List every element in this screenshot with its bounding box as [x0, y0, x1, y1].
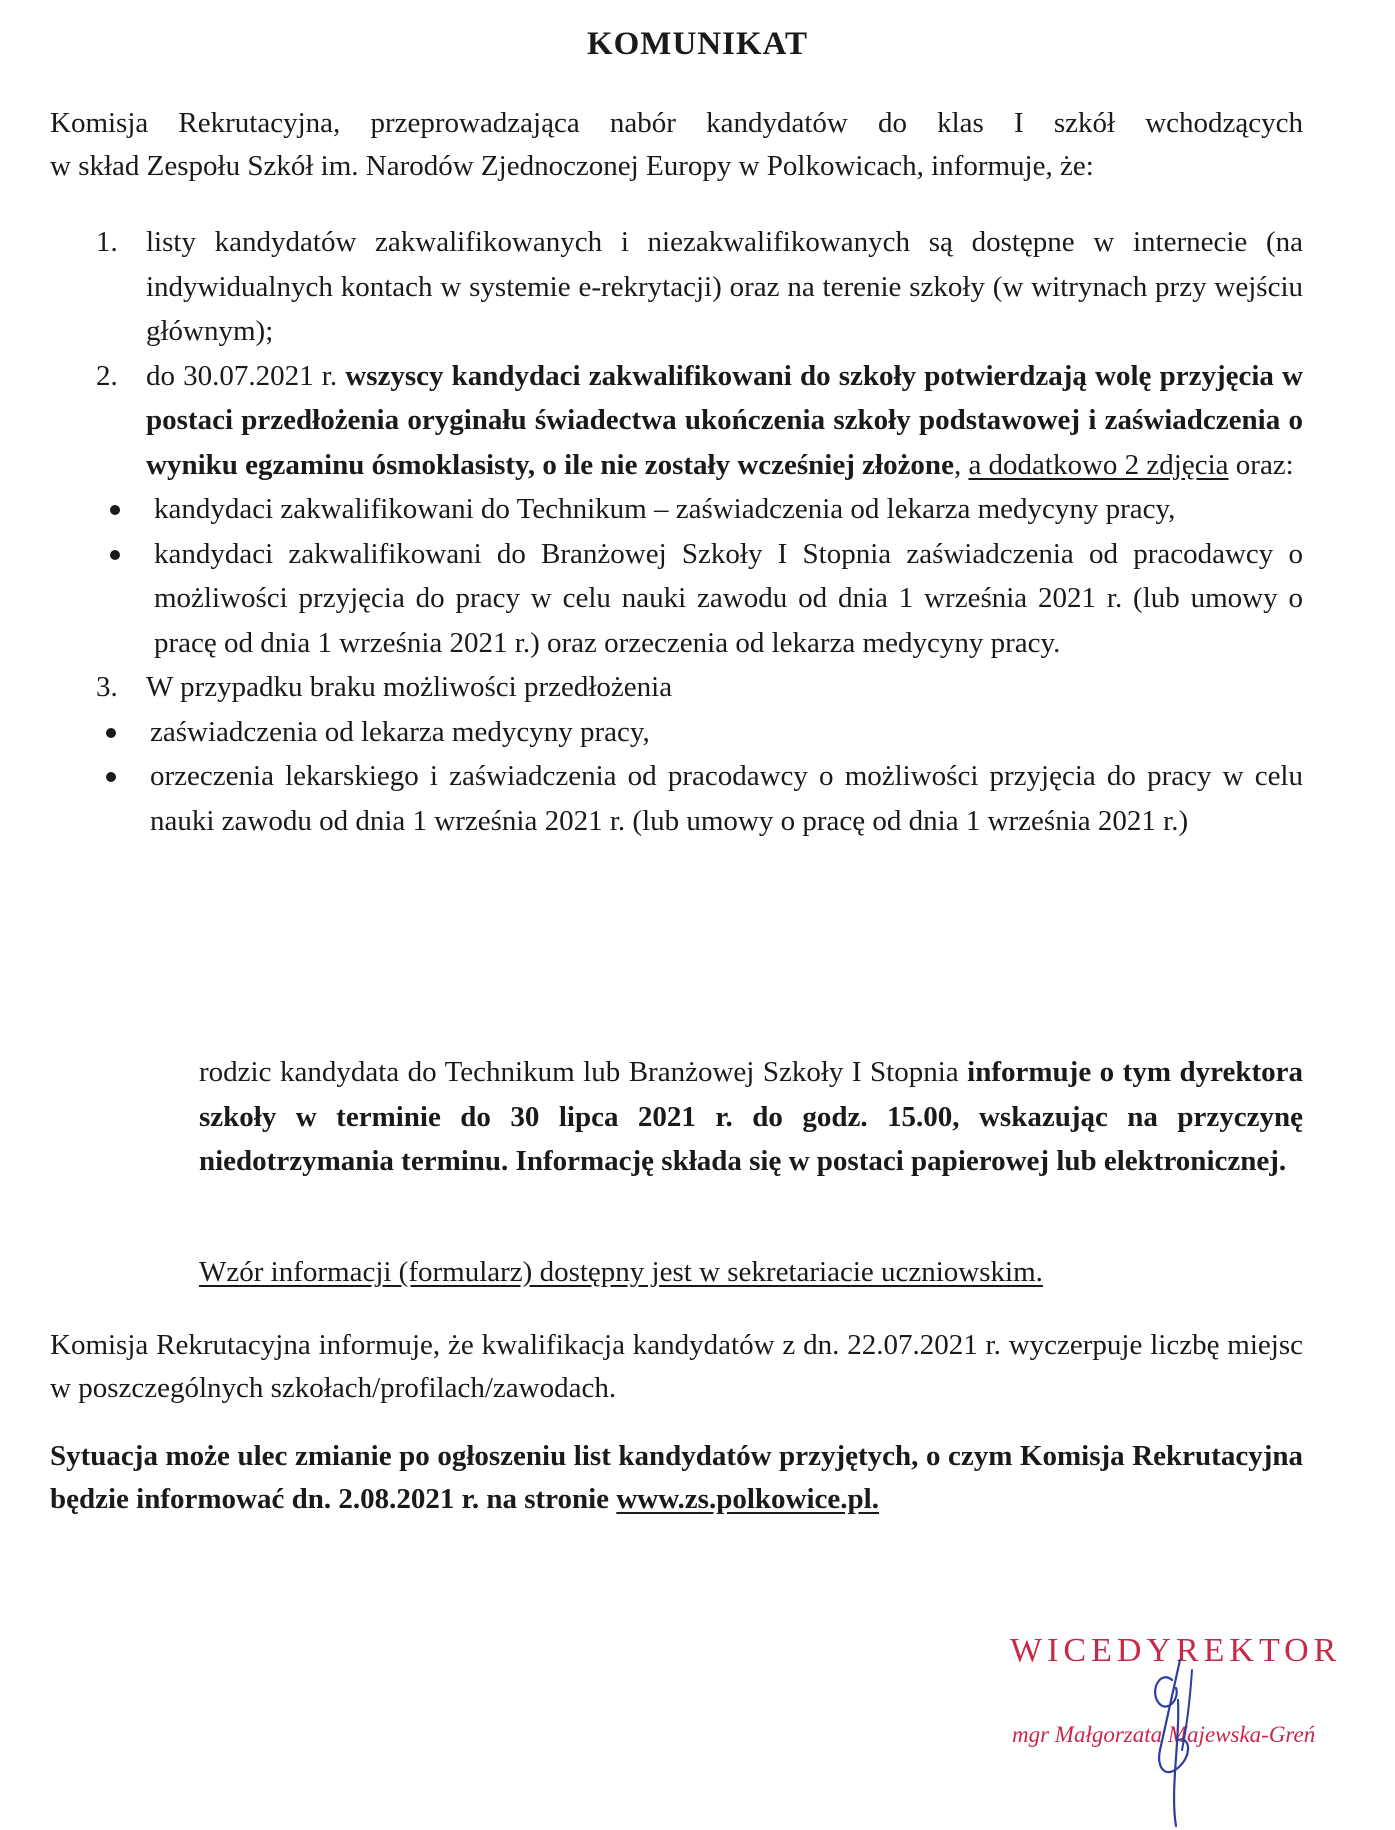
bullet-icon: [106, 772, 116, 782]
list-item-underlined-text: a dodatkowo 2 zdjęcia: [968, 448, 1229, 481]
bullet-text: orzeczenia lekarskiego i zaświadczenia od pracodawcy o możliwości przyjęcia do pracy w celu nauki zawodu od dnia 1 września 2021 r. (lub umowy o pracę od dnia 1 września 2021 r.): [150, 760, 1303, 837]
inform-lead: rodzic kandydata do Technikum lub Branżowej Szkoły I Stopnia: [199, 1056, 968, 1088]
bullet-icon: [110, 505, 120, 515]
intro-paragraph: [50, 102, 1303, 188]
list-item-1: [50, 220, 1303, 354]
list-item-number: 3.: [96, 671, 118, 703]
list-item-number: 2.: [96, 359, 118, 392]
bullet-list-2: [50, 487, 1303, 665]
sytuacja-paragraph: [50, 1435, 1303, 1521]
stamp-name: mgr Małgorzata Majewska-Greń: [1012, 1722, 1316, 1747]
document-title: KOMUNIKAT: [586, 26, 809, 62]
numbered-list: [50, 220, 1303, 843]
bullet-icon: [106, 728, 116, 738]
bullet-text: kandydaci zakwalifikowani do Branżowej Szkoły I Stopnia zaświadczenia od pracodawcy o możliwości przyjęcia do pracy w celu nauki zawodu od dnia 1 września 2021 r. (lub umowy o pracę od dnia 1 września 2021 r.) oraz orzeczenia od lekarza medycyny pracy.: [154, 537, 1303, 659]
signature-icon: [1120, 1640, 1230, 1830]
formular-note: [199, 1250, 1303, 1295]
bullet-item: [50, 487, 1303, 532]
formular-text: Wzór informacji (formularz) dostępny jest w sekretariacie uczniowskim.: [199, 1256, 1043, 1288]
list-item-lead: do 30.07.2021 r.: [146, 359, 346, 392]
website-link[interactable]: www.zs.polkowice.pl.: [616, 1483, 879, 1515]
list-item-2: [50, 354, 1303, 488]
bullet-icon: [110, 550, 120, 560]
sytuacja-bold: Sytuacja może ulec zmianie po ogłoszeniu list kandydatów przyjętych, o czym Komisja Rekrutacyjna będzie informować dn. 2.08.2021 r. na stronie: [50, 1440, 1303, 1515]
inform-bold: informuje o tym dyrektora szkoły w terminie do 30 lipca 2021 r. do godz. 15.00, wskazując na przyczynę niedotrzymania terminu. Informację składa się w postaci papierowej lub elektronicznej.: [199, 1056, 1304, 1177]
list-item-number: 1.: [96, 226, 118, 258]
intro-line-2: w skład Zespołu Szkół im. Narodów Zjednoczonej Europy w Polkowicach, informuje, że:: [50, 150, 1094, 182]
bullet-text: zaświadczenia od lekarza medycyny pracy,: [150, 715, 650, 748]
bullet-text: kandydaci zakwalifikowani do Technikum – zaświadczenia od lekarza medycyny pracy,: [154, 493, 1176, 525]
bullet-list-3: [50, 710, 1303, 844]
list-item-3: [50, 665, 1303, 710]
bullet-item: [50, 710, 1303, 755]
list-item-comma: ,: [953, 448, 969, 481]
list-item-bold-text: wszyscy kandydaci zakwalifikowani do szkoły potwierdzają wolę przyjęcia w postaci przedłożenia oryginału świadectwa ukończenia szkoły podstawowej i zaświadczenia o wyniku egzaminu ósmoklasisty, o ile nie zostały wcześniej złożone: [146, 359, 1303, 481]
bullet-item: [50, 754, 1303, 843]
bullet-item: [50, 532, 1303, 666]
list-item-tail: oraz:: [1228, 448, 1294, 481]
list-item-text: W przypadku braku możliwości przedłożenia: [146, 671, 673, 703]
stamp-title: WICEDYREKTOR: [1010, 1632, 1342, 1669]
intro-line-1: Komisja Rekrutacyjna, przeprowadzająca nabór kandydatów do klas I szkół wchodzących: [50, 107, 1303, 139]
inform-paragraph: [199, 1050, 1303, 1184]
list-item-text: listy kandydatów zakwalifikowanych i niezakwalifikowanych są dostępne w internecie (na indywidualnych kontach w systemie e-rekrytacji) oraz na terenie szkoły (w witrynach przy wejściu głównym);: [146, 226, 1303, 347]
komisja-paragraph: Komisja Rekrutacyjna informuje, że kwalifikacja kandydatów z dn. 22.07.2021 r. wyczerpuje liczbę miejsc w poszczególnych szkołach/profilach/zawodach.: [50, 1329, 1303, 1404]
